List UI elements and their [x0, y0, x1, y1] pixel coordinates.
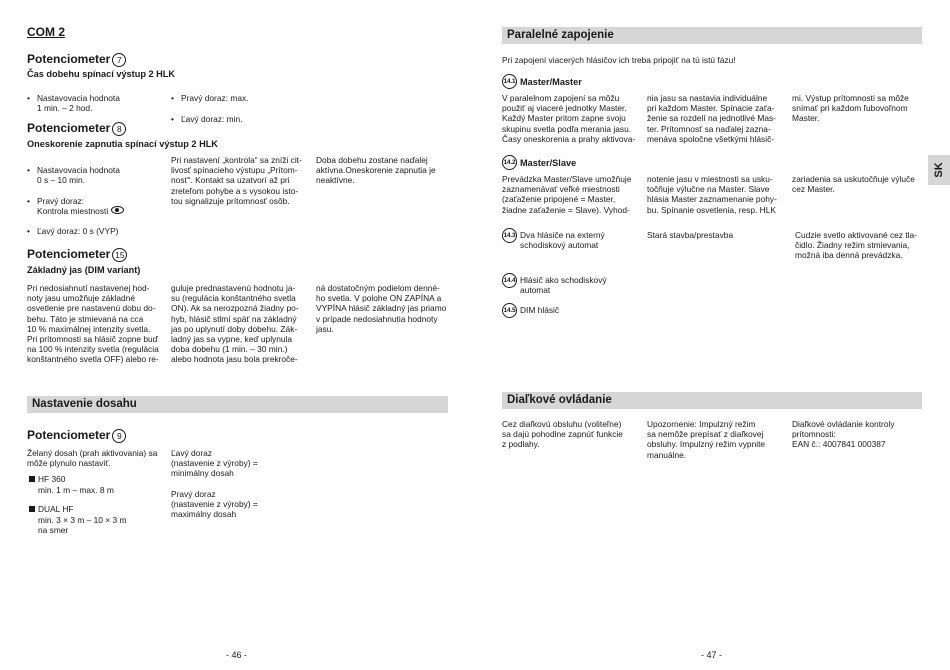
pot7-col1-list	[27, 83, 167, 124]
pot9-heading-text: Potenciometer	[27, 428, 111, 442]
ms-col2-text: notenie jasu v miestnosti sa usku- točňuje výlučne na Master. Slave hlásia Master zaznamenanie pohy- bu. Spínanie osvetlenia, resp. HLK	[647, 174, 777, 215]
list-item	[27, 196, 167, 216]
language-tab	[928, 155, 950, 185]
list-item: • Ľavý doraz: 0 s (VYP)	[27, 226, 167, 236]
ms-col1-text: Prevádzka Master/Slave umožňuje zaznamenávať veľké miestnosti (zaťaženie pripojené = Master, žiadne zaťaženie = Slave). Vyhod-	[502, 174, 632, 215]
pot15-number-badge: 15	[112, 248, 127, 262]
room-check-text: Pravý doraz: Kontrola miestnosti	[37, 195, 109, 217]
hf360-value: min. 1 m – max. 8 m	[38, 485, 114, 495]
pot7-heading	[27, 52, 126, 67]
pot8-col1-list	[27, 155, 167, 247]
pot15-col1-text: Pri nedosiahnutí nastavenej hod- noty jasu umožňuje základné osvetlenie pre nastavenú dobu do- behu. Táto je stmievaná na cca 10 % maximálnej intenzity svetla. Pri prítomnosti sa hlásič zopne buď na 100 % intenzity svetla (regulácia konštantného svetla OFF) alebo re-	[27, 283, 159, 365]
b145-text: DIM hlásič	[520, 305, 560, 315]
mm-col3-text: mi. Výstup prítomnosti sa môže snímať pri každom ľubovoľnom Master.	[792, 93, 909, 124]
remote-col3-text: Diaľkové ovládanie kontroly prítomnosti: EAN č.: 4007841 000387	[792, 419, 895, 450]
pot7-heading-text: Potenciometer	[27, 52, 111, 66]
remote-control-bar: Diaľkové ovládanie	[502, 392, 922, 409]
section-title: COM 2	[27, 25, 66, 39]
pot7-col2-list	[171, 83, 311, 134]
mm-col2-text: nia jasu sa nastavia individuálne pri každom Master. Spínacie zaťa- ženie sa rozdelí na jednotlivé Mas- ter. Prítomnosť sa naďalej zazna- menáva spoločne všetkými hlásič-	[647, 93, 776, 144]
hf360-title: HF 360	[38, 474, 66, 484]
parallel-intro: Pri zapojení viacerých hlásičov ich treba pripojiť na tú istú fázu!	[502, 55, 736, 65]
eye-icon	[111, 206, 124, 214]
page-number-left: - 46 -	[226, 650, 248, 660]
pot8-col2-text: Pri nastavení „kontrola“ sa zníži cit- livosť spínacieho výstupu „Prítom- nosť“. Kontakt sa uzatvorí až pri zreteľom pohybe a s vysokou isto- tou signalizuje prítomnosť osôb.	[171, 155, 302, 206]
right-stop-text: Pravý doraz (nastavenie z výroby) = maximálny dosah	[171, 489, 258, 520]
pot8-subheading: Oneskorenie zapnutia spínací výstup 2 HLK	[27, 139, 218, 149]
pot7-subheading: Čas dobehu spínací výstup 2 HLK	[27, 69, 176, 79]
b143-col3-text: Cudzie svetlo aktivované cez tla- čidlo. Žiadny režim stmievania, možná iba denná prevádzka.	[795, 230, 917, 261]
dual-hf-value: min. 3 × 3 m – 10 × 3 m na smer	[38, 515, 127, 536]
badge-14-2: 14.2	[502, 155, 517, 170]
list-item: • Pravý doraz: max.	[171, 93, 311, 103]
mm-col1-text: V paralelnom zapojení sa môžu použiť aj viaceré jednotky Master. Každý Master pritom zapne svoju skupinu svetla podľa merania jasu. Časy oneskorenia a prahy aktivova-	[502, 93, 636, 144]
pot15-col3-text: ná dostatočným podielom denné- ho svetla. V polohe ON ZAPÍNA a VYPÍNA hlásič základný jas priamo v prípade nedosiahnutia hodnoty jasu.	[316, 283, 447, 334]
ms-col3-text: zariadenia sa uskutočňuje výluče cez Master.	[792, 174, 915, 195]
pot8-heading	[27, 121, 126, 136]
parallel-connection-bar: Paralelné zapojenie	[502, 27, 922, 44]
pot9-heading	[27, 428, 126, 443]
square-bullet-icon	[29, 506, 35, 512]
left-stop-text: Ľavý doraz (nastavenie z výroby) = minimálny dosah	[171, 448, 258, 479]
badge-14-1: 14.1	[502, 74, 517, 89]
dual-hf-title: DUAL HF	[38, 504, 74, 514]
page-number-right: - 47 -	[701, 650, 723, 660]
list-item: • Nastavovacia hodnota 0 s – 10 min.	[27, 165, 167, 185]
remote-col1-text: Cez diaľkovú obsluhu (voliteľne) sa dajú pohodlne zapnúť funkcie z podlahy.	[502, 419, 623, 450]
b143-text: Dva hlásiče na externý schodiskový automat	[520, 230, 605, 251]
pot7-number-badge: 7	[112, 53, 126, 67]
pot15-col2-text: guluje prednastavenú hodnotu ja- su (regulácia konštantného svetla ON). Ak sa nerozpozná žiadny po- hyb, hlásič stlmí späť na základný jas po uplynutí doby dobehu. Zák- ladný jas sa vypne, keď uplynula doba dobehu (1 min. – 30 min.) alebo hodnota jasu bola prekroče-	[171, 283, 299, 365]
pot8-col3-text: Doba dobehu zostane naďalej aktívna.Oneskorenie zapnutia je neaktívne.	[316, 155, 436, 186]
badge-14-4: 14.4	[502, 273, 517, 288]
pot15-heading	[27, 247, 127, 262]
list-item: • Nastavovacia hodnota 1 min. – 2 hod.	[27, 93, 167, 113]
badge-14-3: 14.3	[502, 228, 517, 243]
pot8-heading-text: Potenciometer	[27, 121, 111, 135]
pot9-number-badge: 9	[112, 429, 126, 443]
b144-text: Hlásič ako schodiskový automat	[520, 275, 607, 296]
square-bullet-icon	[29, 476, 35, 482]
b143-col2-text: Stará stavba/prestavba	[647, 230, 734, 240]
badge-14-5: 14.5	[502, 303, 517, 318]
range-setting-bar: Nastavenie dosahu	[27, 396, 448, 413]
remote-col2-text: Upozornenie: Impulzný režim sa nemôže prepísať z diaľkovej obsluhy. Impulzný režim vypnite manuálne.	[647, 419, 766, 460]
master-slave-title: Master/Slave	[520, 158, 577, 168]
pot15-heading-text: Potenciometer	[27, 247, 111, 261]
pot15-subheading: Základný jas (DIM variant)	[27, 265, 141, 275]
list-item: • Ľavý doraz: min.	[171, 114, 311, 124]
pot8-number-badge: 8	[112, 122, 126, 136]
language-tab-label: SK	[933, 162, 945, 178]
master-master-title: Master/Master	[520, 77, 582, 87]
pot9-intro: Želaný dosah (prah aktivovania) sa môže plynulo nastaviť.	[27, 448, 158, 469]
